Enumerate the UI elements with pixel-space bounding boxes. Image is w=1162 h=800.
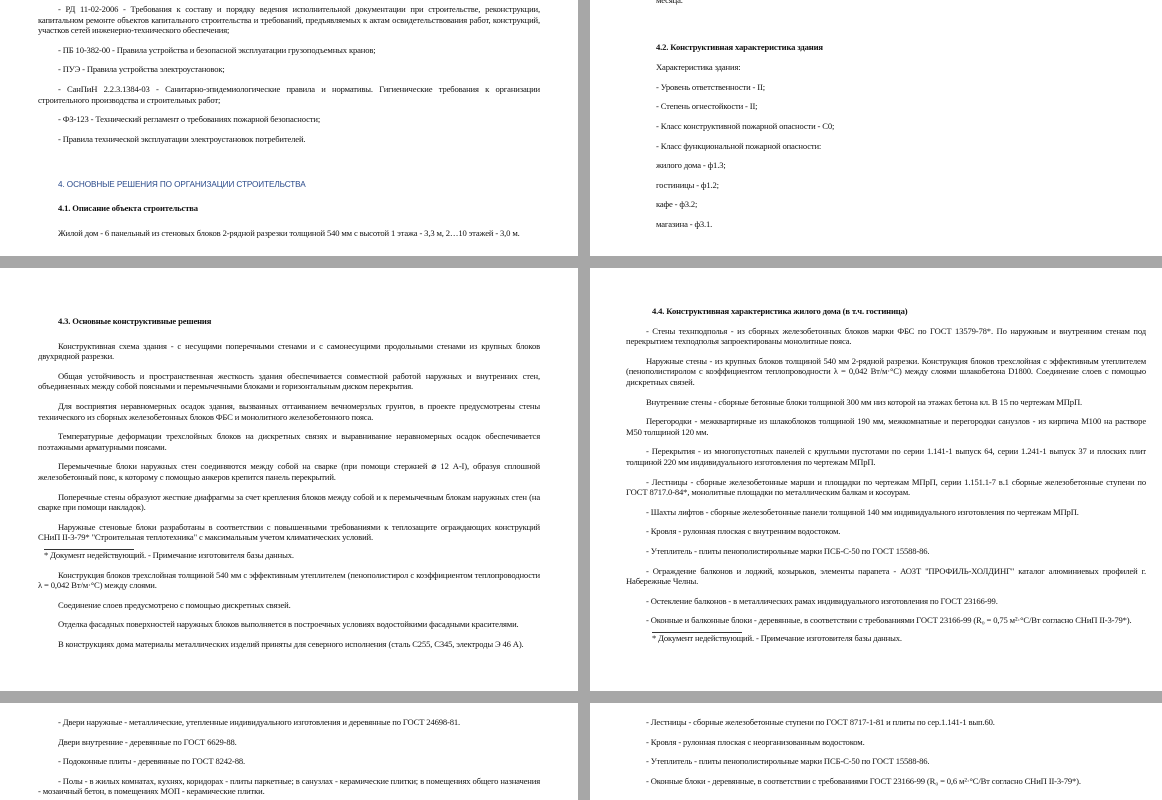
paragraph: - Утеплитель - плиты пенополистирольные марки ПСБ-С-50 по ГОСТ 15588-86.: [646, 545, 930, 556]
paragraph: Отделка фасадных поверхностей наружных блоков выполняется в построечных условиях водостойкими фасадными красителями.: [58, 619, 519, 630]
paragraph: - Ограждение балконов и лоджий, козырьков, элементы парапета - АОЗТ "ПРОФИЛЬ-ХОЛДИНГ" каталог алюминиевых профилей г. Набережные Челны.: [626, 565, 1146, 587]
paragraph: Наружные стены - из крупных блоков толщиной 540 мм 2-рядной разрезки. Конструкция блоков трехслойная с эффективным утеплителем (пенополистиролом с коэффициентом теплопроводности λ = 0,042 Вт/м·°С) между слоями шлакобетона D1800. Соединение слоев с помощью дискретных связей.: [626, 355, 1146, 387]
document-page-1: [0, 0, 578, 256]
document-page-2: [590, 0, 1162, 256]
list-item: - ФЗ-123 - Технический регламент о требованиях пожарной безопасности;: [58, 114, 321, 125]
list-item: - Утеплитель - плиты пенополистирольные марки ПСБ-С-50 по ГОСТ 15588-86.: [646, 756, 930, 767]
list-item: - Класс функциональной пожарной опасности:: [656, 140, 822, 151]
list-item: - ПУЭ - Правила устройства электроустановок;: [58, 64, 225, 75]
list-item: - Полы - в жилых комнатах, кухнях, коридорах - плиты паркетные; в санузлах - керамические плитки; в помещениях общего назначения - мозаичный бетон, в помещениях МОП - керамические плитки.: [38, 775, 540, 797]
paragraph: Конструктивная схема здания - с несущими поперечными стенами и с самонесущими продольными стенами из крупных блоков двухрядной разрезки.: [38, 340, 540, 362]
section-heading: 4. ОСНОВНЫЕ РЕШЕНИЯ ПО ОРГАНИЗАЦИИ СТРОИТЕЛЬСТВА: [58, 180, 306, 190]
paragraph: Для восприятия неравномерных осадок здания, вызванных оттаиванием вечномерзлых грунтов, в проекте предусмотрены стены технического из сборных железобетонных блоков ФБС и монолитного железобетонного пояса.: [38, 400, 540, 422]
list-item: - Уровень ответственности - II;: [656, 81, 765, 92]
list-item: магазина - ф3.1.: [656, 218, 713, 229]
list-item: - Класс конструктивной пожарной опасности - С0;: [656, 120, 835, 131]
list-item: - СанПиН 2.2.3.1384-03 - Санитарно-эпидемиологические правила и нормативы. Гигиенические требования к организации строительного производства и строительных работ;: [38, 83, 540, 105]
document-page-4: [590, 268, 1162, 691]
paragraph: Внутренние стены - сборные бетонные блоки толщиной 300 мм низ которой на этажах бетона кл. В 15 по чертежам МПрП.: [646, 396, 1082, 407]
subheading: 4.2. Конструктивная характеристика здания: [656, 41, 823, 52]
list-item: - Степень огнестойкости - II;: [656, 101, 758, 112]
paragraph: Наружные стеновые блоки разработаны в соответствии с повышенными требованиями к теплозащите ограждающих конструкций СНиП II-3-79* "Строительная теплотехника" с максимальным учетом климатических условий.: [38, 521, 540, 543]
paragraph: Жилой дом - 6 панельный из стеновых блоков 2-рядной разрезки толщиной 540 мм с высотой 1 этажа - 3,3 м, 2…10 этажей - 3,0 м.: [58, 227, 520, 238]
footnote: * Документ недействующий. - Примечание изготовителя базы данных.: [44, 549, 294, 560]
paragraph: Перегородки - межквартирные из шлакоблоков толщиной 190 мм, межкомнатные и перегородки санузлов - из кирпича М100 на растворе М50 толщиной 120 мм.: [626, 416, 1146, 437]
list-item: Двери внутренние - деревянные по ГОСТ 6629-88.: [58, 736, 237, 747]
subheading: 4.1. Описание объекта строительства: [58, 203, 198, 214]
paragraph: - Кровля - рулонная плоская с внутренним водостоком.: [646, 526, 841, 537]
footnote: * Документ недействующий. - Примечание изготовителя базы данных.: [652, 632, 902, 643]
list-item: - Оконные блоки - деревянные, в соответствии с требованиями ГОСТ 23166-99 (R₀ = 0,6 м²·°С/Вт согласно СНиП II-3-79*).: [646, 775, 1081, 786]
list-item: - РД 11-02-2006 - Требования к составу и порядку ведения исполнительной документации при строительстве, реконструкции, капитальном ремонте объектов капитального строительства и требований, предъявляемых к актам освидетельствования работ, конструкций, участков сетей инженерно-технического обеспечения;: [38, 4, 540, 36]
list-item: - Двери наружные - металлические, утепленные индивидуального изготовления и деревянные по ГОСТ 24698-81.: [58, 717, 461, 727]
paragraph: Перемычечные блоки наружных стен соединяются между собой на сварке (при помощи стержней ⌀ 12 А-I), образуя сплошной железобетонный пояс, к которому с помощью анкеров крепится панель перекрытий.: [38, 461, 540, 482]
document-page-6: [590, 703, 1162, 800]
paragraph: Общая устойчивость и пространственная жесткость здания обеспечивается совместной работой наружных и внутренних стен, объединенных между собой поясными и перемычечными блоками и горизонтальным диском перекрытия.: [38, 370, 540, 392]
list-item: - Кровля - рулонная плоская с неорганизованным водостоком.: [646, 736, 865, 747]
list-item: кафе - ф3.2;: [656, 199, 698, 210]
document-page-5: [0, 703, 578, 800]
paragraph: Конструкция блоков трехслойная толщиной 540 мм с эффективным утеплителем (пенополистирол с коэффициентом теплопроводности λ = 0,042 Вт/м·°С) между слоями.: [38, 569, 540, 591]
subheading: 4.4. Конструктивная характеристика жилого дома (в т.ч. гостиница): [652, 306, 908, 316]
paragraph: Температурные деформации трехслойных блоков на дискретных связях и выравнивание неравномерных осадок обеспечивается поэтажными арматурными поясами.: [38, 431, 540, 452]
paragraph-fragment: месяца.: [656, 0, 683, 5]
subheading: 4.3. Основные конструктивные решения: [58, 316, 212, 326]
paragraph: Поперечные стены образуют жесткие диафрагмы за счет крепления блоков между собой и к перемычечным блокам наружных стен (на сварке при помощи накладок).: [38, 491, 540, 513]
paragraph: - Стены технподполья - из сборных железобетонных блоков марки ФБС по ГОСТ 13579-78*. По наружным и внутренним стенам под перекрытием техподполья запроектированы монолитные пояса.: [626, 325, 1146, 347]
paragraph: - Шахты лифтов - сборные железобетонные панели толщиной 140 мм индивидуального изготовления по чертежам МПрП.: [646, 506, 1079, 517]
list-item: жилого дома - ф1.3;: [656, 160, 726, 171]
paragraph: Характеристика здания:: [656, 62, 741, 73]
paragraph: - Оконные и балконные блоки - деревянные, в соответствии с требованиями ГОСТ 23166-99 (R₀ = 0,75 м²·°С/Вт согласно СНиП II-3-79*).: [646, 615, 1132, 626]
list-item: - Правила технической эксплуатации электроустановок потребителей.: [58, 133, 306, 144]
list-item: - ПБ 10-382-00 - Правила устройства и безопасной эксплуатации грузоподъемных кранов;: [58, 44, 376, 55]
paragraph: В конструкциях дома материалы металлических изделий приняты для северного исполнения (сталь С255, С345, электроды Э 46 А).: [58, 638, 524, 649]
paragraph: - Лестницы - сборные железобетонные марши и площадки по чертежам МПрП, серии 1.151.1-7 в.1 сборные железобетонные ступени по ГОСТ 8717.0-84*, монолитные площадки по металлическим балкам и косоурам.: [626, 476, 1146, 498]
paragraph: Соединение слоев предусмотрено с помощью дискретных связей.: [58, 599, 291, 610]
paragraph: - Перекрытия - из многопустотных панелей с круглыми пустотами по серии 1.141-1 выпуск 64, серии 1.241-1 выпуск 37 и плоских плит толщиной 220 мм индивидуального изготовления по чертежам МПрП.: [626, 446, 1146, 467]
list-item: - Подоконные плиты - деревянные по ГОСТ 8242-88.: [58, 756, 246, 767]
paragraph: - Остекление балконов - в металлических рамах индивидуального изготовления по ГОСТ 23166-99.: [646, 595, 998, 606]
list-item: - Лестницы - сборные железобетонные ступени по ГОСТ 8717-1-81 и плиты по сер.1.141-1 вып.60.: [646, 717, 995, 727]
document-page-3: [0, 268, 578, 691]
list-item: гостиницы - ф1.2;: [656, 179, 719, 190]
